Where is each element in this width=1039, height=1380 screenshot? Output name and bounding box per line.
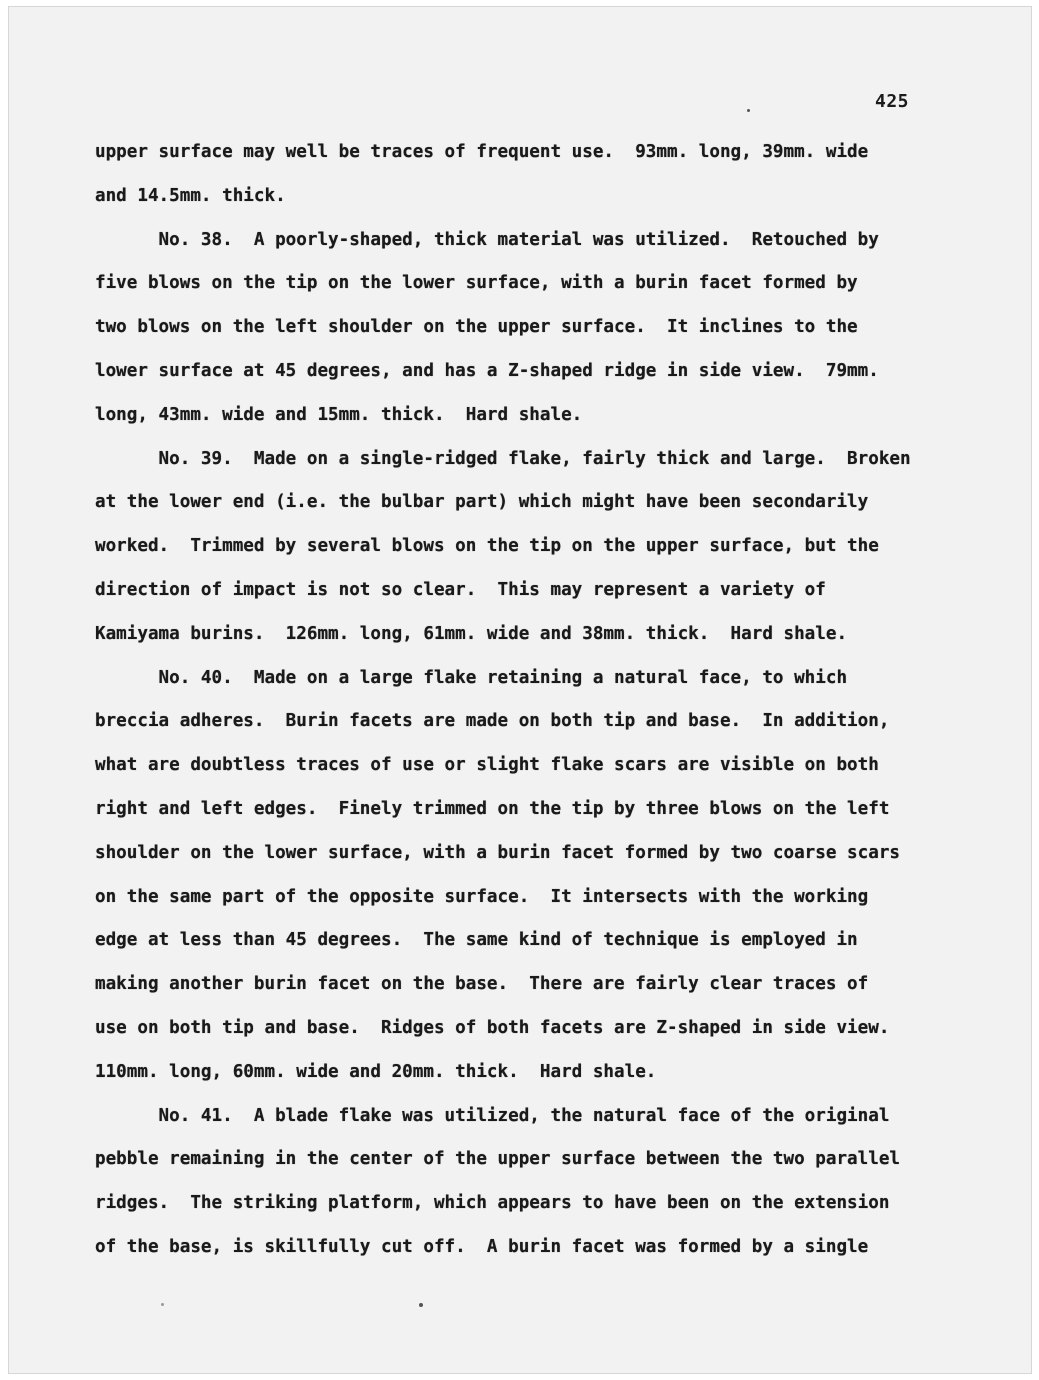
text-line: what are doubtless traces of use or slight flake scars are visible on both [95, 755, 879, 776]
text-line: upper surface may well be traces of frequent use. 93mm. long, 39mm. wide [95, 142, 869, 162]
text-line: 110mm. long, 60mm. wide and 20mm. thick. Hard shale. [95, 1061, 657, 1082]
text-line: right and left edges. Finely trimmed on the tip by three blows on the left [95, 798, 890, 819]
text-line: use on both tip and base. Ridges of both facets are Z-shaped in side view. [95, 1017, 890, 1038]
text-line: ridges. The striking platform, which appears to have been on the extension [95, 1193, 890, 1214]
text-line: No. 41. A blade flake was utilized, the natural face of the original [95, 1105, 890, 1126]
text-line: long, 43mm. wide and 15mm. thick. Hard shale. [95, 404, 583, 425]
scan-speck [419, 1303, 423, 1307]
text-line: pebble remaining in the center of the upper surface between the two parallel [95, 1149, 901, 1170]
scan-speck [161, 1303, 164, 1306]
text-line: direction of impact is not so clear. This may represent a variety of [95, 579, 826, 600]
text-line: shoulder on the lower surface, with a burin facet formed by two coarse scars [95, 842, 901, 863]
text-line: Kamiyama burins. 126mm. long, 61mm. wide and 38mm. thick. Hard shale. [95, 623, 848, 644]
text-line: edge at less than 45 degrees. The same kind of technique is employed in [95, 930, 858, 951]
body-text [95, 131, 945, 1270]
text-line: five blows on the tip on the lower surface, with a burin facet formed by [95, 273, 858, 294]
text-line: No. 39. Made on a single-ridged flake, fairly thick and large. Broken [95, 448, 911, 469]
page-number: 425 [875, 91, 910, 112]
text-line: of the base, is skillfully cut off. A burin facet was formed by a single [95, 1236, 869, 1257]
text-line: on the same part of the opposite surface. It intersects with the working [95, 886, 869, 907]
text-line: and 14.5mm. thick. [95, 185, 286, 206]
text-line: worked. Trimmed by several blows on the tip on the upper surface, but the [95, 536, 879, 557]
text-line: breccia adheres. Burin facets are made on both tip and base. In addition, [95, 711, 890, 732]
text-line: two blows on the left shoulder on the upper surface. It inclines to the [95, 317, 858, 338]
text-line: No. 40. Made on a large flake retaining a natural face, to which [95, 667, 848, 688]
text-line: at the lower end (i.e. the bulbar part) which might have been secondarily [95, 492, 869, 513]
text-line: lower surface at 45 degrees, and has a Z-shaped ridge in side view. 79mm. [95, 360, 879, 381]
text-line: No. 38. A poorly-shaped, thick material was utilized. Retouched by [95, 229, 879, 250]
text-line: making another burin facet on the base. There are fairly clear traces of [95, 974, 869, 995]
document-page [8, 6, 1032, 1374]
scan-speck [747, 109, 750, 112]
